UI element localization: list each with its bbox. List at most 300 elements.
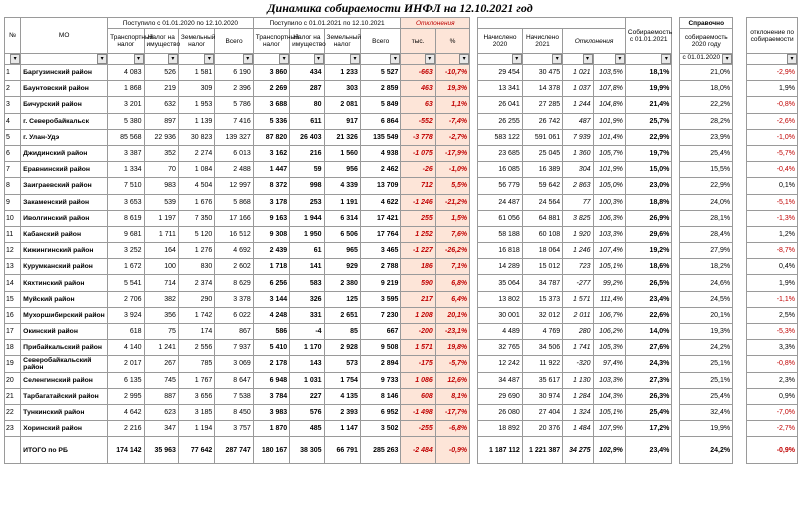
cell-l20: 1 139 (178, 113, 214, 129)
cell-c21: 24 564 (522, 194, 562, 210)
cell-mo: г. Северобайкальск (21, 113, 108, 129)
cell-c20: 583 122 (478, 129, 523, 145)
cell-dr: -26 (401, 162, 435, 178)
cell-l20: 1 194 (178, 421, 214, 437)
cell-s20: 17 166 (215, 210, 253, 226)
filter-dropdown-icon[interactable]: ▾ (722, 54, 732, 64)
header-charged (478, 18, 626, 29)
cell-col: 21,4% (625, 97, 672, 113)
filter-cell (680, 54, 733, 65)
cell-col: 17,2% (625, 421, 672, 437)
table-row (5, 145, 798, 161)
cell-dev: -5,7% (747, 145, 798, 161)
cell-col: 15,0% (625, 162, 672, 178)
spacer-cell (470, 437, 478, 464)
filter-dropdown-icon[interactable]: ▾ (787, 54, 797, 64)
cell-t21: 3 983 (253, 404, 289, 420)
cell-c21: 35 617 (522, 372, 562, 388)
cell-s21: 2 859 (360, 81, 400, 97)
header-transport-2021: Транспортный налог (253, 29, 289, 54)
cell-dev: -1,1% (747, 291, 798, 307)
cell-p21: 80 (290, 97, 324, 113)
spacer-cell (733, 259, 747, 275)
spacer-cell (470, 259, 478, 275)
cell-s20: 2 488 (215, 162, 253, 178)
filter-dropdown-icon[interactable]: ▾ (243, 54, 253, 64)
cell-t21: 3 784 (253, 388, 289, 404)
cell-mo: Хоринский район (21, 421, 108, 437)
cell-p21: 141 (290, 259, 324, 275)
cell-c21: 32 012 (522, 307, 562, 323)
cell-t21: 3 178 (253, 194, 289, 210)
cell-dp: -17,7% (435, 404, 469, 420)
table-row (5, 243, 798, 259)
cell-dev: -0,8% (747, 356, 798, 372)
filter-dropdown-icon[interactable]: ▾ (425, 54, 435, 64)
cell-s21: 9 508 (360, 340, 400, 356)
cell-dev: -0,9% (747, 437, 798, 464)
table-row (5, 307, 798, 323)
spacer-cell (672, 259, 680, 275)
cell-ref: 24,0% (680, 194, 733, 210)
filter-dropdown-icon[interactable]: ▾ (552, 54, 562, 64)
cell-n: 3 (5, 97, 21, 113)
cell-ref: 18,2% (680, 259, 733, 275)
spacer-cell (470, 113, 478, 129)
cell-ref: 22,2% (680, 97, 733, 113)
cell-t20: 618 (108, 324, 144, 340)
cell-dr: 608 (401, 388, 435, 404)
cell-dr: 217 (401, 291, 435, 307)
cell-dr: 712 (401, 178, 435, 194)
spacer-cell (470, 210, 478, 226)
cell-t20: 174 142 (108, 437, 144, 464)
cell-ref: 20,1% (680, 307, 733, 323)
cell-ref: 25,4% (680, 388, 733, 404)
cell-mo: Окинский район (21, 324, 108, 340)
table-row (5, 210, 798, 226)
cell-cd: 1 324 (563, 404, 593, 420)
cell-n: 10 (5, 210, 21, 226)
cell-l20: 1 276 (178, 243, 214, 259)
spacer-cell (672, 437, 680, 464)
cell-s20: 5 786 (215, 97, 253, 113)
cell-l20: 1 767 (178, 372, 214, 388)
cell-dr: -255 (401, 421, 435, 437)
cell-l20: 174 (178, 324, 214, 340)
spacer2 (672, 18, 680, 65)
cell-s20: 7 416 (215, 113, 253, 129)
cell-p21: 227 (290, 388, 324, 404)
spacer-cell (733, 437, 747, 464)
spacer-cell (470, 178, 478, 194)
table-body (5, 65, 798, 464)
cell-t21: 3 860 (253, 65, 289, 81)
cell-cd: 1 571 (563, 291, 593, 307)
cell-t20: 1 334 (108, 162, 144, 178)
cell-l21: 2 393 (324, 404, 360, 420)
cell-t21: 6 948 (253, 372, 289, 388)
filter-cell (324, 54, 360, 65)
cell-dr: -663 (401, 65, 435, 81)
cell-col: 14,0% (625, 324, 672, 340)
cell-ref: 23,9% (680, 129, 733, 145)
cell-s20: 8 450 (215, 404, 253, 420)
spacer-cell (672, 178, 680, 194)
cell-s21: 135 549 (360, 129, 400, 145)
spacer-cell (470, 243, 478, 259)
spacer-cell (672, 324, 680, 340)
filter-cell (401, 54, 435, 65)
cell-p21: 583 (290, 275, 324, 291)
cell-t21: 3 144 (253, 291, 289, 307)
cell-s20: 7 937 (215, 340, 253, 356)
cell-t20: 2 995 (108, 388, 144, 404)
cell-l20: 2 556 (178, 340, 214, 356)
cell-c20: 23 685 (478, 145, 523, 161)
cell-cp: 105,1% (593, 259, 625, 275)
cell-cp: 101,9% (593, 113, 625, 129)
cell-c21: 15 373 (522, 291, 562, 307)
cell-l21: 1 191 (324, 194, 360, 210)
cell-p21: 1 944 (290, 210, 324, 226)
filter-dropdown-icon[interactable]: ▾ (459, 54, 469, 64)
cell-n: 2 (5, 81, 21, 97)
cell-cp: 104,3% (593, 388, 625, 404)
cell-t20: 5 380 (108, 113, 144, 129)
cell-c21: 34 787 (522, 275, 562, 291)
cell-dr: 63 (401, 97, 435, 113)
cell-c20: 24 487 (478, 194, 523, 210)
filter-dropdown-icon[interactable]: ▾ (350, 54, 360, 64)
cell-dev: 2,5% (747, 307, 798, 323)
cell-t20: 2 017 (108, 356, 144, 372)
cell-c20: 13 341 (478, 81, 523, 97)
filter-cell (625, 54, 672, 65)
cell-l21: 125 (324, 291, 360, 307)
cell-dr: 1 571 (401, 340, 435, 356)
cell-t21: 1 718 (253, 259, 289, 275)
cell-p20: 632 (144, 97, 178, 113)
table-row (5, 388, 798, 404)
cell-l20: 2 274 (178, 145, 214, 161)
cell-dr: 590 (401, 275, 435, 291)
cell-l21: 573 (324, 356, 360, 372)
spacer-cell (672, 113, 680, 129)
cell-ref: 24,5% (680, 291, 733, 307)
cell-s20: 139 327 (215, 129, 253, 145)
header-dev-rub: тыс. (401, 29, 435, 54)
cell-l20: 1 676 (178, 194, 214, 210)
cell-col: 25,7% (625, 113, 672, 129)
spacer-cell (733, 97, 747, 113)
cell-l21: 2 928 (324, 340, 360, 356)
cell-dp: -21,2% (435, 194, 469, 210)
cell-c21: 14 378 (522, 81, 562, 97)
cell-dr: -3 778 (401, 129, 435, 145)
cell-p20: 100 (144, 259, 178, 275)
cell-cd: 2 011 (563, 307, 593, 323)
cell-l21: 6 506 (324, 226, 360, 242)
cell-ref: 15,5% (680, 162, 733, 178)
cell-l20: 785 (178, 356, 214, 372)
cell-cp: 105,7% (593, 145, 625, 161)
filter-dropdown-icon[interactable]: ▾ (204, 54, 214, 64)
cell-dr: -200 (401, 324, 435, 340)
cell-cd: 2 863 (563, 178, 593, 194)
spacer-cell (672, 356, 680, 372)
cell-ref: 28,1% (680, 210, 733, 226)
table-row (5, 194, 798, 210)
cell-n (5, 437, 21, 464)
cell-t21: 87 820 (253, 129, 289, 145)
cell-t21: 3 162 (253, 145, 289, 161)
cell-cp: 101,9% (593, 162, 625, 178)
header-land-2020: Земельный налог (178, 29, 214, 54)
cell-dp: -2,7% (435, 129, 469, 145)
cell-cp: 106,7% (593, 307, 625, 323)
cell-dr: 1 086 (401, 372, 435, 388)
filter-dropdown-icon[interactable]: ▾ (314, 54, 324, 64)
spacer-cell (733, 275, 747, 291)
filter-cell (144, 54, 178, 65)
spacer-cell (470, 372, 478, 388)
cell-p21: 485 (290, 421, 324, 437)
cell-col: 23,0% (625, 178, 672, 194)
cell-c21: 16 389 (522, 162, 562, 178)
cell-s21: 9 733 (360, 372, 400, 388)
cell-cd: 1 246 (563, 243, 593, 259)
spacer-cell (733, 307, 747, 323)
cell-p20: 714 (144, 275, 178, 291)
cell-dp: 6,8% (435, 275, 469, 291)
cell-p21: 216 (290, 145, 324, 161)
cell-cp: 103,3% (593, 372, 625, 388)
cell-cp: 111,4% (593, 291, 625, 307)
cell-s21: 7 230 (360, 307, 400, 323)
cell-ref: 25,1% (680, 356, 733, 372)
cell-mo: Кяхтинский район (21, 275, 108, 291)
cell-s20: 6 013 (215, 145, 253, 161)
cell-dp: 5,5% (435, 178, 469, 194)
cell-t20: 3 653 (108, 194, 144, 210)
cell-p20: 623 (144, 404, 178, 420)
cell-p21: 38 305 (290, 437, 324, 464)
spacer-cell (470, 324, 478, 340)
table-row (5, 162, 798, 178)
cell-cd: 723 (563, 259, 593, 275)
cell-c20: 34 487 (478, 372, 523, 388)
table-row (5, 356, 798, 372)
spacer-cell (733, 210, 747, 226)
cell-c20: 16 818 (478, 243, 523, 259)
spacer-cell (733, 372, 747, 388)
cell-dev: 1,2% (747, 226, 798, 242)
cell-dp: 1,1% (435, 97, 469, 113)
cell-n: 4 (5, 113, 21, 129)
cell-cp: 103,5% (593, 65, 625, 81)
cell-p20: 22 936 (144, 129, 178, 145)
cell-p20: 75 (144, 324, 178, 340)
spacer-cell (470, 307, 478, 323)
cell-p20: 70 (144, 162, 178, 178)
spacer-cell (672, 404, 680, 420)
cell-s21: 17 421 (360, 210, 400, 226)
spacer-cell (672, 129, 680, 145)
cell-dr: -175 (401, 356, 435, 372)
cell-cd: 1 741 (563, 340, 593, 356)
cell-t21: 2 269 (253, 81, 289, 97)
cell-l21: 85 (324, 324, 360, 340)
cell-t21: 586 (253, 324, 289, 340)
cell-col: 25,4% (625, 404, 672, 420)
cell-p21: 1 170 (290, 340, 324, 356)
cell-ref: 24,2% (680, 437, 733, 464)
report-table-container (4, 17, 798, 464)
table-row (5, 65, 798, 81)
cell-c20: 18 892 (478, 421, 523, 437)
spacer-cell (733, 340, 747, 356)
cell-t20: 9 681 (108, 226, 144, 242)
spacer-cell (470, 388, 478, 404)
cell-s21: 13 709 (360, 178, 400, 194)
cell-dp: 19,8% (435, 340, 469, 356)
cell-s20: 8 629 (215, 275, 253, 291)
filter-dropdown-icon[interactable]: ▾ (168, 54, 178, 64)
cell-l21: 1 560 (324, 145, 360, 161)
cell-l20: 290 (178, 291, 214, 307)
cell-s21: 2 462 (360, 162, 400, 178)
cell-s21: 2 894 (360, 356, 400, 372)
cell-s20: 867 (215, 324, 253, 340)
cell-l20: 1 084 (178, 162, 214, 178)
filter-cell (5, 54, 21, 65)
cell-mo: ИТОГО по РБ (21, 437, 108, 464)
spacer-cell (672, 194, 680, 210)
spacer-cell (470, 226, 478, 242)
spacer-cell (733, 162, 747, 178)
cell-mo: Баунтовский район (21, 81, 108, 97)
table-row (5, 404, 798, 420)
cell-col: 22,6% (625, 307, 672, 323)
cell-dp: 8,1% (435, 388, 469, 404)
header-property-2020: Налог на имущество (144, 29, 178, 54)
cell-l21: 956 (324, 162, 360, 178)
cell-p21: 611 (290, 113, 324, 129)
header-dev-pct: % (435, 29, 469, 54)
spacer-cell (470, 81, 478, 97)
spacer3 (733, 18, 747, 65)
cell-cp: 105,1% (593, 404, 625, 420)
filter-dropdown-icon[interactable]: ▾ (279, 54, 289, 64)
cell-mo: Еравнинский район (21, 162, 108, 178)
spacer-cell (672, 145, 680, 161)
cell-t21: 1 870 (253, 421, 289, 437)
cell-p21: -4 (290, 324, 324, 340)
cell-dev: 2,3% (747, 372, 798, 388)
cell-t20: 3 252 (108, 243, 144, 259)
cell-p20: 347 (144, 421, 178, 437)
filter-dropdown-icon[interactable]: ▾ (390, 54, 400, 64)
cell-n: 8 (5, 178, 21, 194)
cell-t20: 2 706 (108, 291, 144, 307)
cell-c21: 30 974 (522, 388, 562, 404)
cell-dp: 19,3% (435, 81, 469, 97)
spacer-cell (672, 340, 680, 356)
cell-cd: 1 130 (563, 372, 593, 388)
cell-col: 18,1% (625, 65, 672, 81)
cell-dp: -5,7% (435, 356, 469, 372)
cell-n: 21 (5, 388, 21, 404)
filter-dropdown-icon[interactable]: ▾ (615, 54, 625, 64)
filter-dropdown-icon[interactable]: ▾ (512, 54, 522, 64)
cell-c20: 29 454 (478, 65, 523, 81)
cell-cd: 487 (563, 113, 593, 129)
cell-ref: 21,0% (680, 65, 733, 81)
filter-cell (478, 54, 523, 65)
cell-col: 27,3% (625, 372, 672, 388)
cell-dev: -0,8% (747, 97, 798, 113)
cell-t20: 3 387 (108, 145, 144, 161)
cell-p21: 1 950 (290, 226, 324, 242)
cell-l21: 4 339 (324, 178, 360, 194)
filter-dropdown-icon[interactable]: ▾ (97, 54, 107, 64)
cell-c20: 61 056 (478, 210, 523, 226)
cell-c21: 20 376 (522, 421, 562, 437)
cell-l21: 917 (324, 113, 360, 129)
cell-t21: 2 178 (253, 356, 289, 372)
cell-dp: -17,9% (435, 145, 469, 161)
filter-dropdown-icon[interactable]: ▾ (661, 54, 671, 64)
cell-t20: 1 672 (108, 259, 144, 275)
cell-cp: 99,2% (593, 275, 625, 291)
cell-mo: Джидинский район (21, 145, 108, 161)
cell-s21: 9 219 (360, 275, 400, 291)
spacer-cell (470, 145, 478, 161)
cell-l21: 1 754 (324, 372, 360, 388)
cell-dr: -552 (401, 113, 435, 129)
cell-l21: 1 233 (324, 65, 360, 81)
cell-dp: 7,1% (435, 259, 469, 275)
cell-dr: -2 484 (401, 437, 435, 464)
cell-p21: 998 (290, 178, 324, 194)
cell-t21: 3 688 (253, 97, 289, 113)
cell-t21: 9 163 (253, 210, 289, 226)
cell-s21: 5 849 (360, 97, 400, 113)
cell-ref: 24,6% (680, 275, 733, 291)
cell-col: 26,3% (625, 388, 672, 404)
cell-c21: 26 742 (522, 113, 562, 129)
cell-n: 15 (5, 291, 21, 307)
header-charged-2021: Начислено 2021 (522, 29, 562, 54)
filter-dropdown-icon[interactable]: ▾ (10, 54, 20, 64)
spacer-cell (733, 421, 747, 437)
filter-cell (593, 54, 625, 65)
filter-dropdown-icon[interactable]: ▾ (583, 54, 593, 64)
spacer-cell (733, 243, 747, 259)
cell-p20: 382 (144, 291, 178, 307)
table-row (5, 275, 798, 291)
cell-cp: 106,3% (593, 210, 625, 226)
cell-dr: 1 252 (401, 226, 435, 242)
cell-mo: Кижингинский район (21, 243, 108, 259)
spacer-cell (672, 388, 680, 404)
cell-dr: -1 498 (401, 404, 435, 420)
filter-dropdown-icon[interactable]: ▾ (134, 54, 144, 64)
cell-dp: -23,1% (435, 324, 469, 340)
cell-mo: Прибайкальский район (21, 340, 108, 356)
table-header (5, 18, 798, 65)
